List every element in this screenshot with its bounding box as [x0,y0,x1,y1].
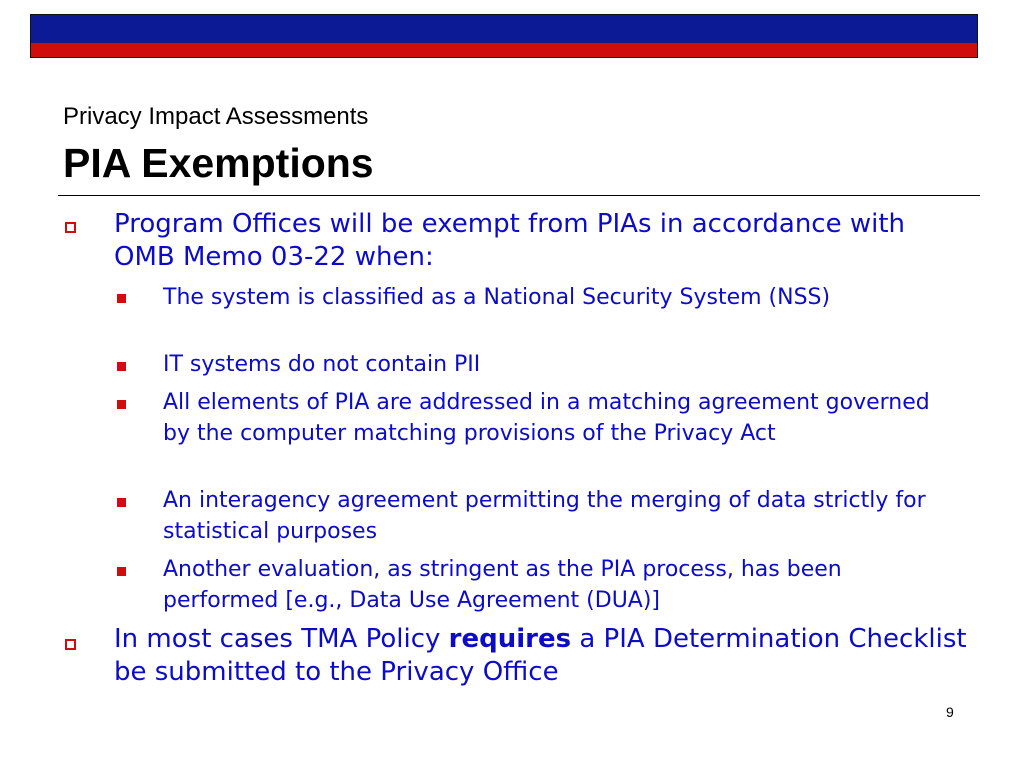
sub-bullet-nss: The system is classified as a National Security System (NSS) [163,285,831,310]
header-band-red [31,43,977,57]
bullet-program-offices: Program Offices will be exempt from PIAs in accordance with OMB Memo 03-22 when: [114,209,906,272]
slide-subtitle: Privacy Impact Assessments [63,103,369,130]
slide-title: PIA Exemptions [63,140,374,186]
bullet-tma-policy [114,623,974,689]
tma-policy-text-start: In most cases TMA Policy [114,624,449,654]
square-bullet-icon [117,498,126,507]
square-bullet-icon [117,567,126,576]
header-band-blue [31,15,977,43]
sub-bullet-matching-agreement: All elements of PIA are addressed in a matching agreement governed by the computer matching provisions of the Privacy Act [163,390,930,446]
hollow-bullet-icon [65,639,76,650]
header-band [30,14,978,58]
sub-bullet-interagency: An interagency agreement permitting the merging of data strictly for statistical purposes [163,488,926,544]
title-divider [58,195,980,196]
hollow-bullet-icon [65,222,76,233]
tma-policy-text-end: a PIA Determination Checklist be submitted to the Privacy Office [114,624,967,687]
sub-bullet-another-evaluation: Another evaluation, as stringent as the PIA process, has been performed [e.g., Data Use Agreement (DUA)] [163,557,842,613]
square-bullet-icon [117,400,126,409]
square-bullet-icon [117,362,126,371]
sub-bullet-no-pii: IT systems do not contain PII [163,352,481,377]
page-number: 9 [946,704,954,720]
tma-policy-emphasis: requires [448,624,572,654]
square-bullet-icon [117,294,126,303]
